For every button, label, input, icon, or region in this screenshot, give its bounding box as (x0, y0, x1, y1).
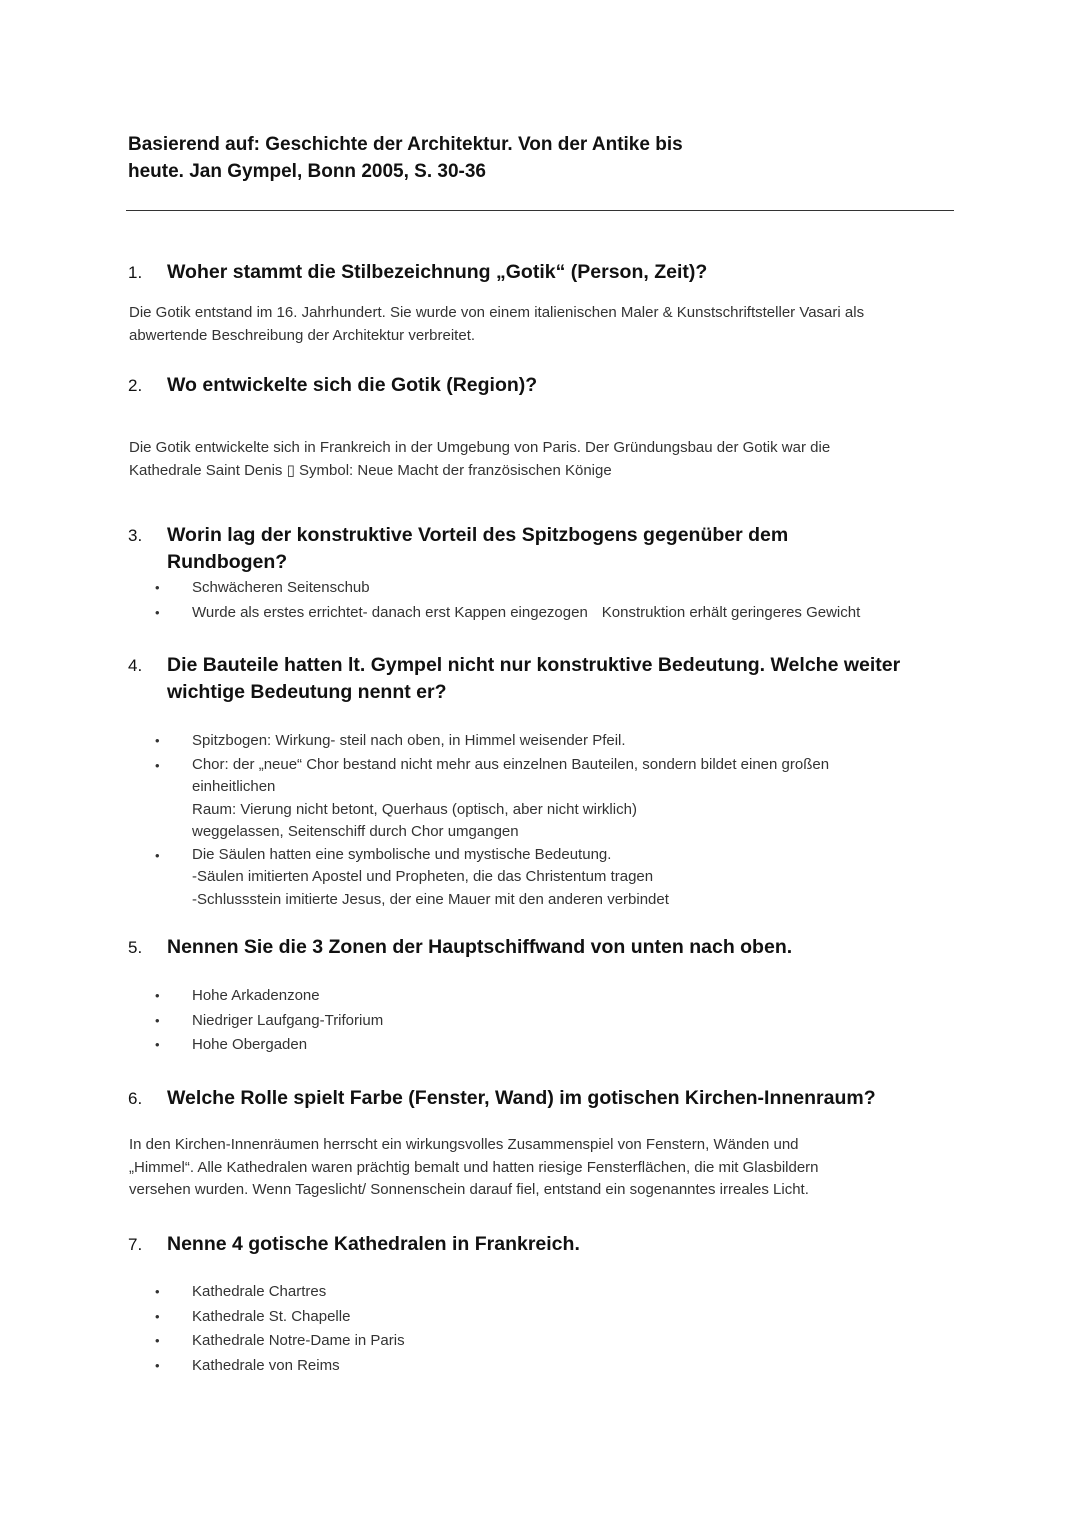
list-item-line: -Säulen imitierten Apostel und Propheten, die das Christentum tragen (192, 868, 654, 885)
list-item-text: Kathedrale von Reims (192, 1356, 340, 1374)
question-number: 6. (128, 1089, 143, 1108)
citation-line-2: heute. Jan Gympel, Bonn 2005, S. 30-36 (128, 161, 486, 182)
list-item (150, 1329, 950, 1354)
question-1-heading (128, 259, 958, 286)
bullet: • (155, 757, 160, 773)
question-number: 7. (128, 1235, 143, 1254)
horizontal-divider (126, 210, 954, 211)
list-item-text: Spitzbogen: Wirkung- steil nach oben, in Himmel weisender Pfeil. (192, 732, 626, 749)
bullet: • (155, 604, 160, 620)
answer-line: In den Kirchen-Innenräumen herrscht ein wirkungsvolles Zusammenspiel von Fenstern, Wänden und (129, 1136, 799, 1153)
question-title-line-1: Worin lag der konstruktive Vorteil des Spitzbogens gegenüber dem (167, 524, 789, 546)
question-title-line-1: Die Bauteile hatten lt. Gympel nicht nur konstruktive Bedeutung. Welche weiter (167, 654, 901, 676)
list-item-line: Die Säulen hatten eine symbolische und mystische Bedeutung. (192, 845, 612, 863)
answer-line: versehen wurden. Wenn Tageslicht/ Sonnenschein darauf fiel, entstand ein sogenanntes irreales Licht. (129, 1181, 809, 1198)
bullet: • (155, 1357, 160, 1373)
list-item (150, 601, 950, 626)
list-item (150, 1305, 950, 1330)
question-number: 4. (128, 656, 143, 675)
question-4-heading (128, 652, 958, 706)
question-title: Nennen Sie die 3 Zonen der Hauptschiffwand von unten nach oben. (167, 936, 793, 958)
list-item-part: Wurde als erstes errichtet- danach erst Kappen eingezogen (192, 603, 588, 621)
answer-line: Kathedrale Saint Denis ▯ Symbol: Neue Macht der französischen Könige (129, 461, 612, 479)
list-item (150, 729, 950, 754)
bullet: • (155, 1333, 160, 1348)
question-number: 5. (128, 938, 143, 957)
list-item-line: Raum: Vierung nicht betont, Querhaus (optisch, aber nicht wirklich) (192, 800, 637, 818)
bullet: • (155, 1308, 160, 1324)
question-title-line-2: Rundbogen? (167, 551, 288, 573)
list-item-part: Konstruktion erhält geringeres Gewicht (601, 603, 861, 621)
list-item-line: weggelassen, Seitenschiff durch Chor umgangen (192, 823, 519, 840)
list-item-text: Hohe Arkadenzone (192, 987, 320, 1004)
answer-5-list (150, 984, 950, 1058)
list-item-text: Kathedrale Chartres (192, 1283, 327, 1300)
answer-line: Die Gotik entstand im 16. Jahrhundert. Sie wurde von einem italienischen Maler & Kunstschriftsteller Vasari als (129, 304, 865, 321)
citation-line-1: Basierend auf: Geschichte der Architektur. Von der Antike bis (128, 134, 683, 155)
list-item-line: -Schlussstein imitierte Jesus, der eine Mauer mit den anderen verbindet (192, 890, 669, 908)
question-2-heading (128, 372, 958, 399)
question-title: Nenne 4 gotische Kathedralen in Frankreich. (167, 1233, 580, 1255)
answer-6 (129, 1134, 959, 1202)
list-item (150, 1354, 950, 1379)
bullet: • (155, 1284, 160, 1299)
bullet: • (155, 847, 160, 863)
answer-7-list (150, 1280, 950, 1378)
question-number: 2. (128, 376, 143, 395)
list-item-line: Chor: der „neue“ Chor bestand nicht mehr aus einzelnen Bauteilen, sondern bildet einen großen (192, 755, 830, 773)
list-item (150, 984, 950, 1009)
list-item-text: Kathedrale Notre-Dame in Paris (192, 1332, 405, 1349)
list-item (150, 754, 950, 844)
question-number: 3. (128, 526, 143, 545)
answer-2 (129, 437, 959, 482)
list-item-line: einheitlichen (192, 778, 276, 795)
question-title: Welche Rolle spielt Farbe (Fenster, Wand) im gotischen Kirchen-Innenraum? (167, 1087, 876, 1109)
question-7-heading (128, 1231, 958, 1258)
bullet: • (155, 1037, 160, 1052)
answer-line: „Himmel“. Alle Kathedralen waren prächtig bemalt und hatten riesige Fensterflächen, die mit Glasbildern (129, 1158, 819, 1176)
bullet: • (155, 580, 160, 595)
list-item (150, 1009, 950, 1034)
list-item-text: Kathedrale St. Chapelle (192, 1307, 351, 1325)
question-number: 1. (128, 263, 143, 282)
list-item-text: Schwächeren Seitenschub (192, 579, 370, 596)
list-item (150, 1280, 950, 1305)
question-5-heading (128, 934, 958, 961)
question-3-heading (128, 522, 958, 576)
list-item-text: Niedriger Laufgang-Triforium (192, 1011, 384, 1029)
list-item (150, 844, 950, 912)
question-title-line-2: wichtige Bedeutung nennt er? (167, 681, 447, 703)
bullet: • (155, 1012, 160, 1028)
answer-4-list (150, 729, 950, 911)
answer-line: Die Gotik entwickelte sich in Frankreich in der Umgebung von Paris. Der Gründungsbau der Gotik war die (129, 439, 831, 456)
answer-1 (129, 302, 959, 347)
list-item (150, 1033, 950, 1058)
bullet: • (155, 733, 160, 748)
question-title: Woher stammt die Stilbezeichnung „Gotik“ (Person, Zeit)? (167, 261, 708, 283)
question-title: Wo entwickelte sich die Gotik (Region)? (167, 374, 538, 396)
question-6-heading (128, 1085, 958, 1112)
source-citation (128, 131, 828, 185)
bullet: • (155, 988, 160, 1003)
list-item-text (192, 601, 950, 626)
list-item-text: Hohe Obergaden (192, 1036, 308, 1053)
answer-3-list (150, 576, 950, 625)
answer-line: abwertende Beschreibung der Architektur verbreitet. (129, 326, 476, 344)
list-item (150, 576, 950, 601)
